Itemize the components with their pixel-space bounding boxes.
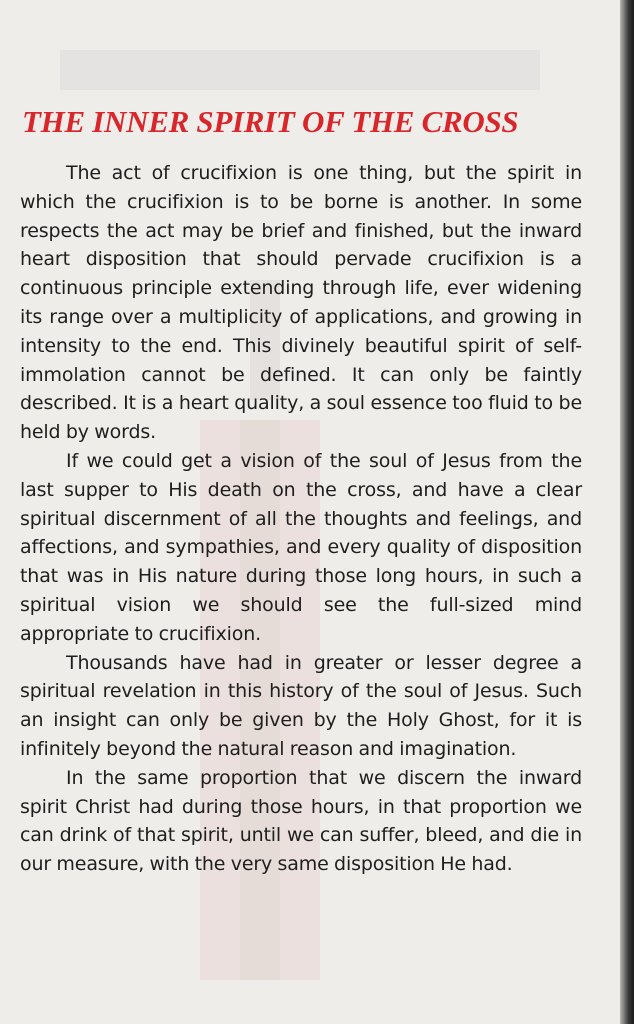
paragraph-1: The act of crucifixion is one thing, but the spirit in which the crucifixion is to be borne is another. In some respects the act may be brief and finished, but the inward heart disposition that should pervade crucifixion is a continuous principle extending through life, ever widening its range over a multiplicity of applications, and growing in intensity to the end. This divinely beautiful spirit of self-immolation cannot be defined. It can only be faintly described. It is a heart quality, a soul essence too fluid to be held by words. — [20, 162, 582, 444]
paragraph-4: In the same proportion that we discern the inward spirit Christ had during those hours, in that proportion we can drink of that spirit, until we can suffer, bleed, and die in our measure, with the very same disposition He had. — [20, 766, 582, 876]
paragraph-2: If we could get a vision of the soul of Jesus from the last supper to His death on the cross, and have a clear spiritual discernment of all the thoughts and feelings, and affections, and sympathies, and every quality of disposition that was in His nature during those long hours, in such a spiritual vision we should see the full-sized mind appropriate to crucifixion. — [20, 449, 582, 645]
article-title: THE INNER SPIRIT OF THE CROSS — [22, 104, 519, 139]
page-edge-shadow — [620, 0, 634, 1024]
paragraph-3: Thousands have had in greater or lesser degree a spiritual revelation in this history of the soul of Jesus. Such an insight can only be given by the Holy Ghost, for it is infinitely beyond the natural reason and imagination. — [20, 651, 582, 760]
article — [20, 104, 582, 879]
